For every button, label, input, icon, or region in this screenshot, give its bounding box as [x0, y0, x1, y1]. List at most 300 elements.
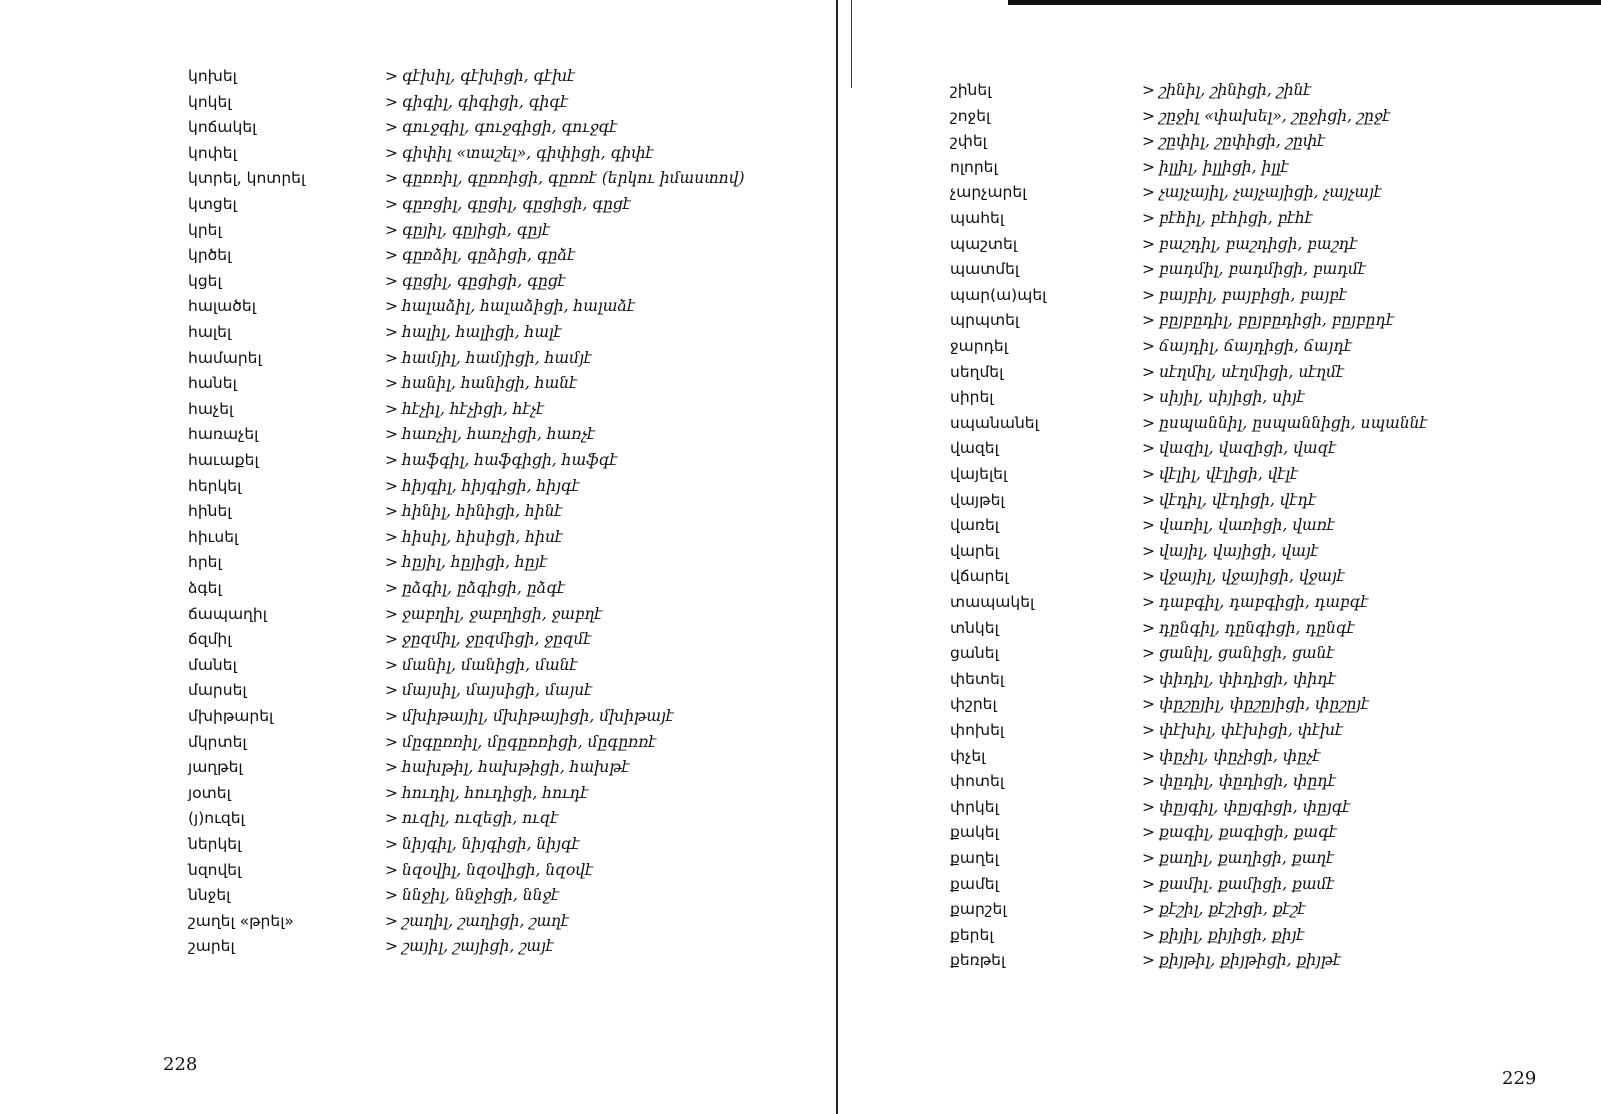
- entry-forms-text: գըռռիլ, գըռռիցի, գըռռէ (երկու իմաստով): [402, 169, 745, 188]
- left-page-number: 228: [163, 1054, 198, 1075]
- arrow-glyph: >: [385, 655, 398, 674]
- entry-forms-text: գիփիլ «տաշել», գիփիցի, գիփէ: [402, 143, 654, 162]
- entry-forms-text: քիյիլ, քիյիցի, քիյէ: [1159, 925, 1305, 944]
- entry-row: [842, 155, 1601, 179]
- arrow-glyph: >: [385, 67, 398, 85]
- entry-verb: հերկել: [188, 476, 242, 495]
- entry-row: [842, 283, 1601, 307]
- entry-row: [0, 371, 838, 395]
- entry-forms: [385, 141, 654, 165]
- entry-row: [0, 269, 838, 293]
- entry-forms-text: շայիլ, շայիցի, շայէ: [402, 937, 554, 956]
- entry-forms-text: վառիլ, վառիցի, վառէ: [1159, 516, 1335, 535]
- arrow-glyph: >: [385, 246, 398, 265]
- entry-verb: վառել: [950, 516, 1000, 535]
- entry-verb: մանել: [188, 655, 237, 674]
- arrow-glyph: >: [385, 630, 398, 649]
- right-page-number: 229: [1502, 1068, 1537, 1089]
- entry-forms-text: փըշըյիլ, փըշըյիցի, փըշըյէ: [1159, 695, 1369, 714]
- entry-forms: [385, 858, 593, 882]
- entry-verb: փչել: [950, 746, 986, 765]
- entry-forms: [1142, 718, 1343, 742]
- entry-forms: [1142, 360, 1344, 384]
- arrow-glyph: >: [1142, 669, 1155, 688]
- entry-forms: [1142, 104, 1390, 128]
- entry-verb: հալել: [188, 323, 232, 341]
- entry-forms: [385, 64, 575, 88]
- entry-verb: շոջել: [950, 106, 991, 125]
- entry-forms: [385, 934, 554, 958]
- entry-forms: [1142, 411, 1427, 435]
- entry-forms-text: բայբիլ, բայբիցի, բայբէ: [1159, 285, 1347, 304]
- entry-verb: կտցել: [188, 195, 237, 213]
- arrow-glyph: >: [1142, 209, 1155, 227]
- entry-row: [0, 243, 838, 267]
- entry-forms: [385, 192, 631, 216]
- entry-forms-text: գըռցիլ, գըցիլ, գըցիցի, գըցէ: [402, 195, 631, 213]
- entry-forms: [1142, 616, 1355, 640]
- entry-row: [0, 781, 838, 805]
- entry-verb: ննջել: [188, 886, 231, 905]
- arrow-glyph: >: [385, 143, 398, 162]
- entry-forms: [1142, 334, 1352, 358]
- entry-forms: [385, 781, 588, 805]
- entry-forms-text: հուդիլ, հուդիցի, հուդէ: [402, 783, 589, 802]
- entry-forms-text: ջըզմիլ, ջըզմիցի, ջըզմէ: [402, 630, 592, 649]
- entry-forms: [1142, 308, 1394, 332]
- entry-verb: ոլորել: [950, 157, 998, 176]
- entry-verb: շաղել «թրել»: [188, 911, 294, 930]
- entry-forms-text: շըփիլ, շըփիցի, շըփէ: [1159, 132, 1326, 151]
- entry-verb: հրել: [188, 553, 222, 572]
- arrow-glyph: >: [385, 476, 398, 495]
- arrow-glyph: >: [1142, 797, 1155, 816]
- entry-row: [0, 90, 838, 114]
- entry-row: [842, 590, 1601, 614]
- entry-forms-text: ջաբղիլ, ջաբղիցի, ջաբղէ: [402, 604, 603, 623]
- entry-forms: [1142, 641, 1334, 665]
- entry-forms-text: մխիթայիլ, մխիթայիցի, մխիթայէ: [402, 707, 674, 725]
- entry-verb: (յ)ուզել: [188, 809, 245, 828]
- entry-forms-text: վէդիլ, վէդիցի, վէդէ: [1159, 490, 1317, 509]
- entry-forms-text: փէխիլ, փէխիցի, փէխէ: [1159, 721, 1343, 739]
- entry-forms-text: ճայդիլ, ճայդիցի, ճայդէ: [1159, 337, 1353, 355]
- entry-verb: ճապաղիլ: [188, 604, 267, 623]
- entry-forms-text: հիյգիլ, հիյգիցի, հիյգէ: [402, 476, 580, 495]
- entry-verb: հինել: [188, 502, 232, 521]
- arrow-glyph: >: [1142, 900, 1155, 919]
- entry-verb: սիրել: [950, 388, 994, 407]
- arrow-glyph: >: [385, 425, 398, 444]
- entry-row: [842, 232, 1601, 256]
- entry-row: [0, 499, 838, 523]
- entry-forms-text: չայչայիլ, չայչայիցի, չայչայէ: [1159, 183, 1382, 202]
- entry-forms-text: վջայիլ, վջայիցի, վջայէ: [1159, 567, 1345, 586]
- arrow-glyph: >: [385, 579, 398, 597]
- entry-forms-text: նիյգիլ, նիյգիցի, նիյգէ: [402, 835, 580, 853]
- entry-forms: [385, 166, 745, 190]
- entry-forms-text: բադմիլ, բադմիցի, բադմէ: [1159, 260, 1366, 279]
- arrow-glyph: >: [385, 707, 398, 725]
- entry-row: [842, 513, 1601, 537]
- entry-verb: մկրտել: [188, 732, 247, 751]
- entry-row: [0, 448, 838, 472]
- entry-verb: քաղել: [950, 849, 999, 867]
- entry-verb: վարել: [950, 541, 999, 560]
- entry-forms: [385, 730, 656, 754]
- arrow-glyph: >: [385, 783, 398, 802]
- entry-forms: [1142, 820, 1337, 844]
- entry-forms: [1142, 488, 1316, 512]
- entry-verb: կոկել: [188, 92, 232, 111]
- entry-forms-text: գուջգիլ, գուջգիցի, գուջգէ: [402, 118, 618, 137]
- arrow-glyph: >: [1142, 490, 1155, 509]
- entry-forms-text: ցանիլ, ցանիցի, ցանէ: [1159, 644, 1335, 663]
- entry-verb: քարշել: [950, 900, 1007, 919]
- entry-row: [842, 180, 1601, 204]
- entry-verb: փոխել: [950, 721, 1005, 739]
- entry-row: [0, 64, 838, 88]
- entry-row: [0, 934, 838, 958]
- arrow-glyph: >: [1142, 337, 1155, 355]
- entry-row: [842, 795, 1601, 819]
- entry-forms: [1142, 78, 1311, 102]
- arrow-glyph: >: [385, 271, 398, 290]
- arrow-glyph: >: [385, 169, 398, 188]
- entry-row: [842, 692, 1601, 716]
- entry-forms: [385, 678, 592, 702]
- entry-forms: [385, 576, 565, 600]
- entry-forms: [1142, 206, 1313, 230]
- entry-forms: [1142, 513, 1335, 537]
- entry-verb: տնկել: [950, 618, 999, 637]
- entry-row: [0, 550, 838, 574]
- entry-forms: [1142, 385, 1305, 409]
- entry-row: [842, 564, 1601, 588]
- entry-forms-text: շաղիլ, շաղիցի, շաղէ: [402, 911, 569, 930]
- arrow-glyph: >: [385, 220, 398, 239]
- entry-forms-text: մայսիլ, մայսիցի, մայսէ: [402, 681, 593, 700]
- entry-row: [842, 769, 1601, 793]
- entry-verb: պար(ա)պել: [950, 285, 1047, 304]
- entry-row: [0, 858, 838, 882]
- entry-forms-text: վէլիլ, վէլիցի, վէլէ: [1159, 465, 1298, 483]
- entry-forms: [385, 218, 550, 242]
- entry-verb: քեռթել: [950, 951, 1006, 970]
- entry-forms: [385, 525, 563, 549]
- entry-forms-text: քէշիլ, քէշիցի, քէշէ: [1159, 900, 1306, 919]
- entry-row: [842, 462, 1601, 486]
- arrow-glyph: >: [385, 911, 398, 930]
- entry-forms: [385, 806, 558, 830]
- entry-row: [842, 78, 1601, 102]
- entry-forms-text: քիյթիլ, քիյթիցի, քիյթէ: [1159, 951, 1342, 970]
- arrow-glyph: >: [1142, 362, 1155, 381]
- entry-forms: [385, 243, 575, 267]
- entry-forms: [1142, 257, 1366, 281]
- entry-row: [842, 436, 1601, 460]
- entry-row: [0, 397, 838, 421]
- entry-forms-text: հիսիլ, հիսիցի, հիսէ: [402, 527, 563, 546]
- arrow-glyph: >: [385, 732, 398, 751]
- entry-forms: [1142, 180, 1382, 204]
- entry-forms-text: փըյգիլ, փըյգիցի, փըյգէ: [1159, 797, 1351, 816]
- arrow-glyph: >: [1142, 567, 1155, 586]
- entry-row: [0, 474, 838, 498]
- right-page: [842, 0, 1601, 1114]
- entry-forms: [385, 90, 568, 114]
- entry-forms: [385, 602, 602, 626]
- arrow-glyph: >: [1142, 157, 1155, 176]
- entry-row: [842, 718, 1601, 742]
- entry-verb: յօտել: [188, 783, 231, 802]
- entry-verb: կցել: [188, 271, 222, 290]
- arrow-glyph: >: [1142, 593, 1155, 611]
- entry-forms: [1142, 436, 1336, 460]
- arrow-glyph: >: [1142, 439, 1155, 458]
- entry-verb: ճզմիլ: [188, 630, 232, 649]
- entry-row: [0, 192, 838, 216]
- entry-row: [0, 909, 838, 933]
- entry-forms: [1142, 744, 1321, 768]
- arrow-glyph: >: [385, 118, 398, 137]
- entry-forms-text: հէչիլ, հէչիցի, հէչէ: [402, 399, 545, 418]
- entry-verb: քակել: [950, 823, 999, 842]
- entry-verb: չարչարել: [950, 183, 1027, 202]
- arrow-glyph: >: [1142, 285, 1155, 304]
- entry-row: [0, 832, 838, 856]
- entry-forms-text: իլլիլ, իլլիցի, իլլէ: [1159, 157, 1289, 176]
- entry-row: [842, 129, 1601, 153]
- entry-row: [0, 320, 838, 344]
- entry-forms: [1142, 232, 1357, 256]
- entry-forms: [385, 115, 617, 139]
- entry-forms-text: գըռձիլ, գըձիցի, գըձէ: [402, 246, 576, 265]
- entry-row: [842, 206, 1601, 230]
- arrow-glyph: >: [385, 553, 398, 572]
- arrow-glyph: >: [385, 451, 398, 469]
- entry-verb: հալածել: [188, 297, 256, 316]
- entry-forms: [385, 499, 562, 523]
- entry-forms: [385, 422, 595, 446]
- arrow-glyph: >: [385, 399, 398, 418]
- entry-row: [0, 627, 838, 651]
- entry-verb: հաւաքել: [188, 451, 259, 469]
- entry-forms: [1142, 590, 1368, 614]
- entry-forms-text: հախթիլ, հախթիցի, հախթէ: [402, 758, 630, 777]
- entry-row: [0, 422, 838, 446]
- entry-forms-text: դաբգիլ, դաբգիցի, դաբգէ: [1159, 593, 1369, 611]
- book-gutter: [836, 0, 838, 1114]
- entry-forms-text: հառչիլ, հառչիցի, հառչէ: [402, 425, 596, 444]
- entry-row: [842, 385, 1601, 409]
- entry-verb: փոտել: [950, 772, 1005, 791]
- entry-verb: ջարդել: [950, 337, 1008, 355]
- entry-forms-text: փիդիլ, փիդիցի, փիդէ: [1159, 669, 1336, 688]
- entry-forms-text: համյիլ, համյիցի, համյէ: [402, 348, 592, 367]
- arrow-glyph: >: [385, 323, 398, 341]
- entry-row: [842, 923, 1601, 947]
- arrow-glyph: >: [1142, 823, 1155, 842]
- entry-verb: ձգել: [188, 579, 222, 597]
- arrow-glyph: >: [1142, 465, 1155, 483]
- entry-forms: [385, 550, 547, 574]
- entry-forms: [1142, 129, 1325, 153]
- entry-forms-text: վայիլ, վայիցի, վայէ: [1159, 541, 1319, 560]
- entry-forms-text: ուզիլ, ուզեցի, ուզէ: [402, 809, 559, 828]
- entry-row: [0, 653, 838, 677]
- entry-forms-text: ըձգիլ, ըձգիցի, ըձգէ: [402, 579, 566, 597]
- entry-forms: [1142, 769, 1336, 793]
- entry-verb: հանել: [188, 374, 237, 393]
- arrow-glyph: >: [385, 374, 398, 393]
- entry-forms-text: փըչիլ, փըչիցի, փըչէ: [1159, 746, 1321, 765]
- entry-row: [0, 141, 838, 165]
- entry-row: [0, 678, 838, 702]
- entry-forms-text: ննջիլ, ննջիցի, ննջէ: [402, 886, 560, 905]
- entry-verb: նզովել: [188, 860, 242, 879]
- entry-forms-text: հաֆգիլ, հաֆգիցի, հաֆգէ: [402, 451, 618, 469]
- entry-verb: հաչել: [188, 399, 234, 418]
- entry-verb: փրկել: [950, 797, 999, 816]
- entry-forms-text: շինիլ, շինիցի, շինէ: [1159, 81, 1312, 99]
- entry-forms: [1142, 948, 1341, 972]
- entry-forms-text: վազիլ, վազիցի, վազէ: [1159, 439, 1337, 458]
- entry-forms: [385, 294, 635, 318]
- entry-row: [0, 166, 838, 190]
- arrow-glyph: >: [1142, 721, 1155, 739]
- entry-row: [0, 218, 838, 242]
- entry-row: [842, 411, 1601, 435]
- entry-forms-text: մըգըռռիլ, մըգըռռիցի, մըգըռռէ: [402, 732, 657, 751]
- entry-verb: կոխել: [188, 67, 237, 85]
- entry-forms-text: բըյբըդիլ, բըյբըդիցի, բըյբըդէ: [1159, 311, 1395, 330]
- entry-row: [842, 308, 1601, 332]
- entry-verb: շարել: [188, 937, 235, 956]
- entry-verb: հիւսել: [188, 527, 239, 546]
- arrow-glyph: >: [1142, 132, 1155, 151]
- entry-forms: [1142, 692, 1369, 716]
- entry-row: [842, 820, 1601, 844]
- entry-row: [842, 104, 1601, 128]
- entry-verb: պաշտել: [950, 234, 1018, 253]
- entry-forms: [385, 704, 674, 728]
- entry-forms: [1142, 897, 1306, 921]
- entry-forms: [385, 474, 580, 498]
- entry-row: [0, 294, 838, 318]
- entry-forms: [385, 832, 580, 856]
- entry-verb: ցանել: [950, 644, 999, 663]
- entry-forms-text: քագիլ, քագիցի, քագէ: [1159, 823, 1337, 842]
- entry-row: [842, 846, 1601, 870]
- entry-row: [0, 730, 838, 754]
- entry-row: [842, 488, 1601, 512]
- arrow-glyph: >: [1142, 516, 1155, 535]
- arrow-glyph: >: [385, 835, 398, 853]
- entry-row: [842, 948, 1601, 972]
- entry-forms: [1142, 539, 1319, 563]
- entry-forms-text: գիգիլ, գիգիցի, գիգէ: [402, 92, 568, 111]
- arrow-glyph: >: [385, 92, 398, 111]
- entry-forms: [1142, 872, 1334, 896]
- entry-forms: [1142, 283, 1347, 307]
- entry-verb: պատմել: [950, 260, 1020, 279]
- entry-row: [0, 525, 838, 549]
- arrow-glyph: >: [1142, 874, 1155, 893]
- entry-forms-text: սիյիլ, սիյիցի, սիյէ: [1159, 388, 1305, 407]
- arrow-glyph: >: [1142, 311, 1155, 330]
- entry-verb: վայելել: [950, 465, 1008, 483]
- entry-verb: փշրել: [950, 695, 997, 714]
- arrow-glyph: >: [385, 297, 398, 316]
- entry-verb: կտրել, կոտրել: [188, 169, 306, 188]
- arrow-glyph: >: [385, 195, 398, 213]
- entry-forms: [385, 371, 577, 395]
- entry-forms-text: բաշդիլ, բաշդիցի, բաշդէ: [1159, 234, 1358, 253]
- entry-forms-text: մանիլ, մանիցի, մանէ: [402, 655, 578, 674]
- arrow-glyph: >: [385, 502, 398, 521]
- entry-forms: [1142, 923, 1304, 947]
- entry-verb: կրել: [188, 220, 222, 239]
- entry-verb: կոփել: [188, 143, 237, 162]
- entry-row: [842, 257, 1601, 281]
- entry-row: [842, 616, 1601, 640]
- arrow-glyph: >: [1142, 849, 1155, 867]
- arrow-glyph: >: [1142, 951, 1155, 970]
- arrow-glyph: >: [1142, 234, 1155, 253]
- entry-verb: մխիթարել: [188, 707, 274, 725]
- entry-verb: մարսել: [188, 681, 247, 700]
- arrow-glyph: >: [385, 937, 398, 956]
- entry-row: [0, 704, 838, 728]
- entry-forms: [385, 320, 562, 344]
- entry-forms: [385, 627, 591, 651]
- entry-verb: կրծել: [188, 246, 232, 265]
- entry-forms-text: գըցիլ, գըցիցի, գըցէ: [402, 271, 566, 290]
- entry-verb: կոճակել: [188, 118, 257, 137]
- entry-forms-text: հանիլ, հանիցի, հանէ: [402, 374, 578, 393]
- arrow-glyph: >: [385, 348, 398, 367]
- entry-verb: պրպտել: [950, 311, 1020, 330]
- arrow-glyph: >: [385, 758, 398, 777]
- entry-row: [842, 897, 1601, 921]
- arrow-glyph: >: [1142, 81, 1155, 99]
- entry-forms-text: քաղիլ, քաղիցի, քաղէ: [1159, 849, 1335, 867]
- entry-forms: [385, 653, 577, 677]
- right-entry-list: [842, 0, 1601, 1114]
- arrow-glyph: >: [1142, 106, 1155, 125]
- entry-forms: [385, 883, 559, 907]
- entry-forms-text: գէխիլ, գէխիցի, գէխէ: [402, 67, 576, 85]
- entry-forms: [385, 346, 592, 370]
- entry-forms: [385, 755, 629, 779]
- arrow-glyph: >: [1142, 644, 1155, 663]
- arrow-glyph: >: [385, 886, 398, 905]
- entry-row: [842, 334, 1601, 358]
- arrow-glyph: >: [1142, 541, 1155, 560]
- entry-forms-text: հինիլ, հինիցի, հինէ: [402, 502, 563, 521]
- entry-forms-text: փըդիլ, փըդիցի, փըդէ: [1159, 772, 1336, 791]
- entry-row: [842, 744, 1601, 768]
- arrow-glyph: >: [385, 604, 398, 623]
- entry-forms-text: շըջիլ «փախել», շըջիցի, շըջէ: [1159, 106, 1391, 125]
- entry-forms-text: քամիլ. քամիցի, քամէ: [1159, 874, 1335, 893]
- entry-forms-text: հալիլ, հալիցի, հալէ: [402, 323, 562, 341]
- entry-verb: սեղմել: [950, 362, 1004, 381]
- entry-verb: տապակել: [950, 593, 1035, 611]
- arrow-glyph: >: [1142, 695, 1155, 714]
- entry-verb: շփել: [950, 132, 987, 151]
